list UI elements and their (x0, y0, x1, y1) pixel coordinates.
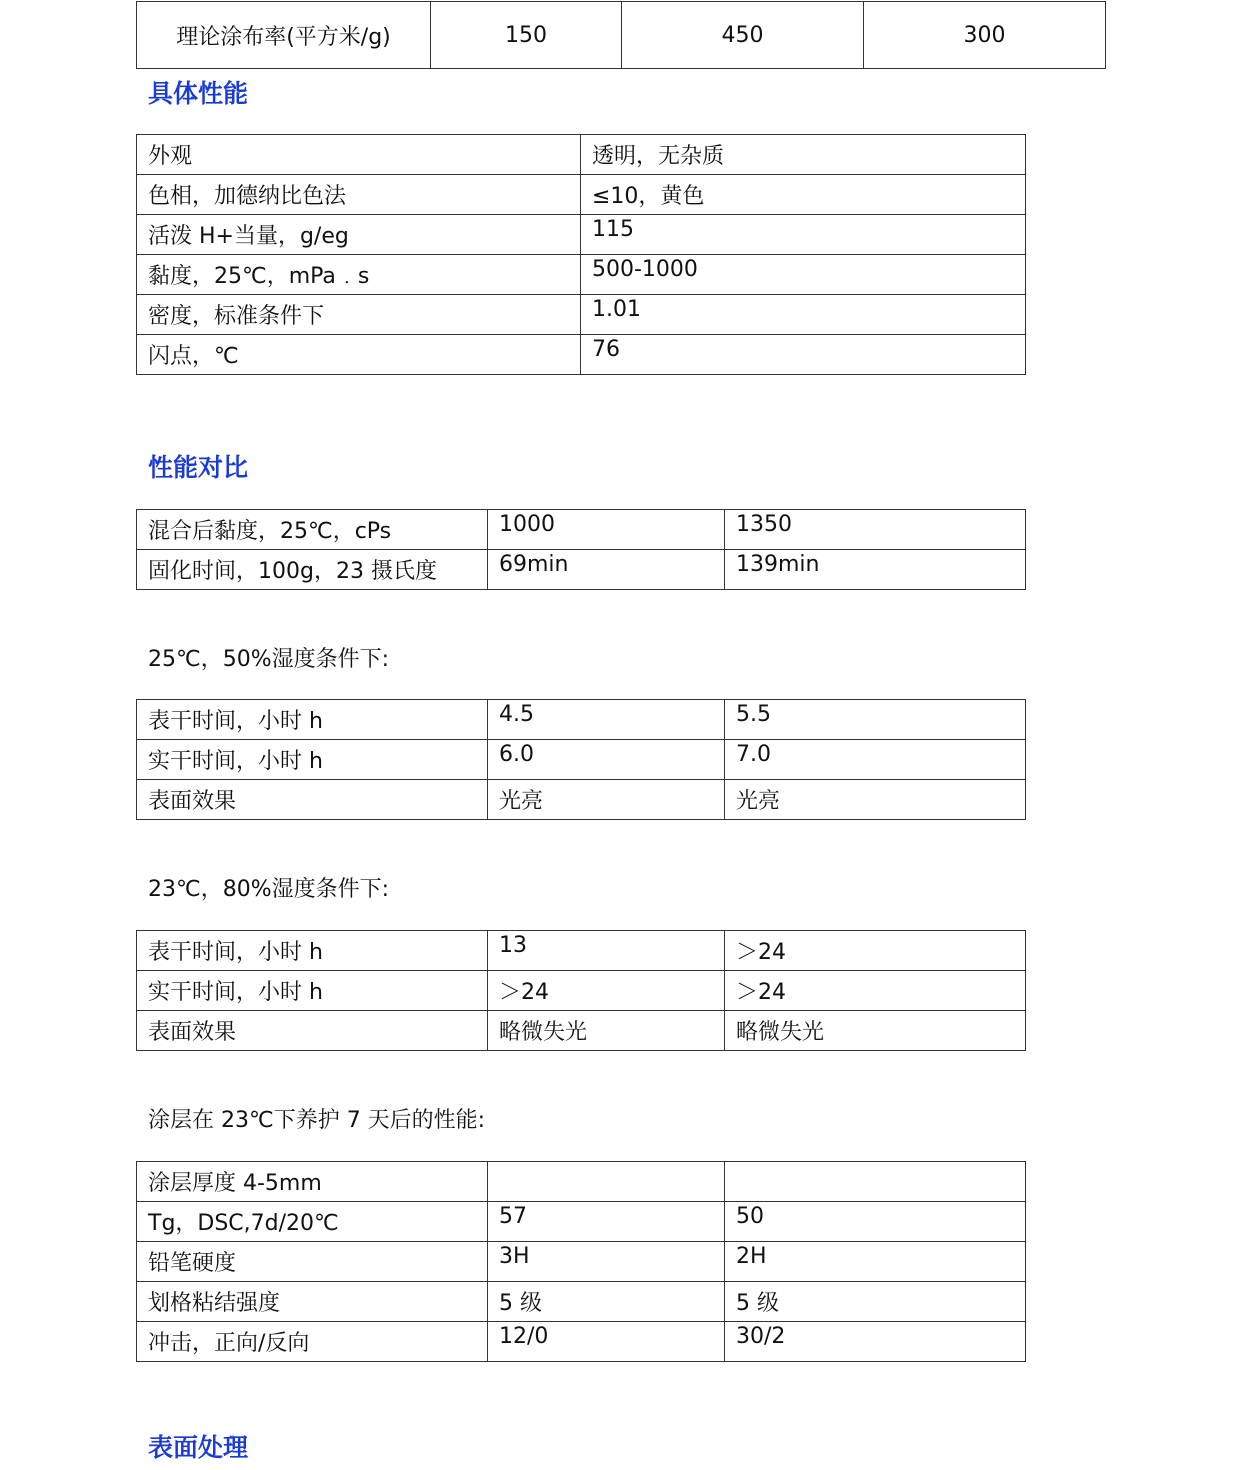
condition-value-a (488, 1162, 725, 1202)
condition-label: 涂层厚度 4-5mm (137, 1162, 488, 1202)
condition-label: 实干时间，小时 h (137, 971, 488, 1011)
condition-value-b (725, 1162, 1026, 1202)
property-value: 76 (581, 335, 1026, 375)
condition-caption-1: 25℃，50%湿度条件下: (148, 647, 390, 672)
property-value: 1.01 (581, 295, 1026, 335)
condition-table-1 (136, 699, 1026, 820)
table-row (137, 2, 1106, 69)
condition-value-b: 5.5 (725, 700, 1026, 740)
table-row (137, 295, 1026, 335)
condition-label: 表面效果 (137, 780, 488, 820)
condition-value-b: ＞24 (725, 971, 1026, 1011)
compare-label: 混合后黏度，25℃，cPs (137, 510, 488, 550)
table-row (137, 255, 1026, 295)
table-row (137, 135, 1026, 175)
property-label: 色相，加德纳比色法 (137, 175, 581, 215)
coverage-label: 理论涂布率(平方米/g) (137, 2, 431, 69)
condition-value-a: 光亮 (488, 780, 725, 820)
condition-label: 表面效果 (137, 1011, 488, 1051)
condition-table-3 (136, 1161, 1026, 1362)
condition-caption-3: 涂层在 23℃下养护 7 天后的性能: (148, 1108, 486, 1133)
table-row (137, 740, 1026, 780)
table-row (137, 510, 1026, 550)
compare-table (136, 509, 1026, 590)
compare-value-a: 1000 (488, 510, 725, 550)
table-row (137, 1011, 1026, 1051)
property-value: ≤10，黄色 (581, 175, 1026, 215)
condition-value-b: 光亮 (725, 780, 1026, 820)
condition-caption-2: 23℃，80%湿度条件下: (148, 877, 390, 902)
section-title-surface: 表面处理 (148, 1433, 249, 1462)
coverage-value-1: 150 (431, 2, 622, 69)
condition-label: 表干时间，小时 h (137, 931, 488, 971)
condition-value-a: 12/0 (488, 1322, 725, 1362)
property-value: 透明，无杂质 (581, 135, 1026, 175)
condition-value-a: ＞24 (488, 971, 725, 1011)
table-row (137, 335, 1026, 375)
condition-label: 实干时间，小时 h (137, 740, 488, 780)
condition-value-a: 13 (488, 931, 725, 971)
property-label: 闪点，℃ (137, 335, 581, 375)
table-row (137, 700, 1026, 740)
table-row (137, 1322, 1026, 1362)
coverage-value-2: 450 (622, 2, 864, 69)
condition-value-b: 5 级 (725, 1282, 1026, 1322)
condition-label: Tg，DSC,7d/20℃ (137, 1202, 488, 1242)
table-row (137, 1282, 1026, 1322)
table-row (137, 931, 1026, 971)
table-row (137, 175, 1026, 215)
table-row (137, 550, 1026, 590)
table-row (137, 1202, 1026, 1242)
property-label: 密度，标准条件下 (137, 295, 581, 335)
condition-value-b: 2H (725, 1242, 1026, 1282)
table-row (137, 971, 1026, 1011)
condition-value-a: 4.5 (488, 700, 725, 740)
condition-value-a: 略微失光 (488, 1011, 725, 1051)
condition-label: 冲击，正向/反向 (137, 1322, 488, 1362)
property-value: 500-1000 (581, 255, 1026, 295)
compare-value-b: 1350 (725, 510, 1026, 550)
condition-value-b: 30/2 (725, 1322, 1026, 1362)
condition-value-a: 5 级 (488, 1282, 725, 1322)
coverage-table (136, 1, 1106, 69)
condition-value-a: 57 (488, 1202, 725, 1242)
coverage-value-3: 300 (864, 2, 1106, 69)
property-label: 黏度，25℃，mPa﹒s (137, 255, 581, 295)
condition-label: 表干时间，小时 h (137, 700, 488, 740)
condition-value-b: 7.0 (725, 740, 1026, 780)
condition-table-2 (136, 930, 1026, 1051)
condition-value-b: 50 (725, 1202, 1026, 1242)
table-row (137, 780, 1026, 820)
condition-value-b: 略微失光 (725, 1011, 1026, 1051)
condition-value-a: 6.0 (488, 740, 725, 780)
condition-value-b: ＞24 (725, 931, 1026, 971)
condition-label: 铅笔硬度 (137, 1242, 488, 1282)
compare-label: 固化时间，100g，23 摄氏度 (137, 550, 488, 590)
property-label: 外观 (137, 135, 581, 175)
section-title-compare: 性能对比 (148, 453, 249, 482)
table-row (137, 1162, 1026, 1202)
compare-value-b: 139min (725, 550, 1026, 590)
condition-label: 划格粘结强度 (137, 1282, 488, 1322)
section-title-specific: 具体性能 (148, 79, 249, 108)
table-row (137, 1242, 1026, 1282)
specific-properties-table (136, 134, 1026, 375)
property-value: 115 (581, 215, 1026, 255)
property-label: 活泼 H+当量，g/eg (137, 215, 581, 255)
compare-value-a: 69min (488, 550, 725, 590)
table-row (137, 215, 1026, 255)
condition-value-a: 3H (488, 1242, 725, 1282)
